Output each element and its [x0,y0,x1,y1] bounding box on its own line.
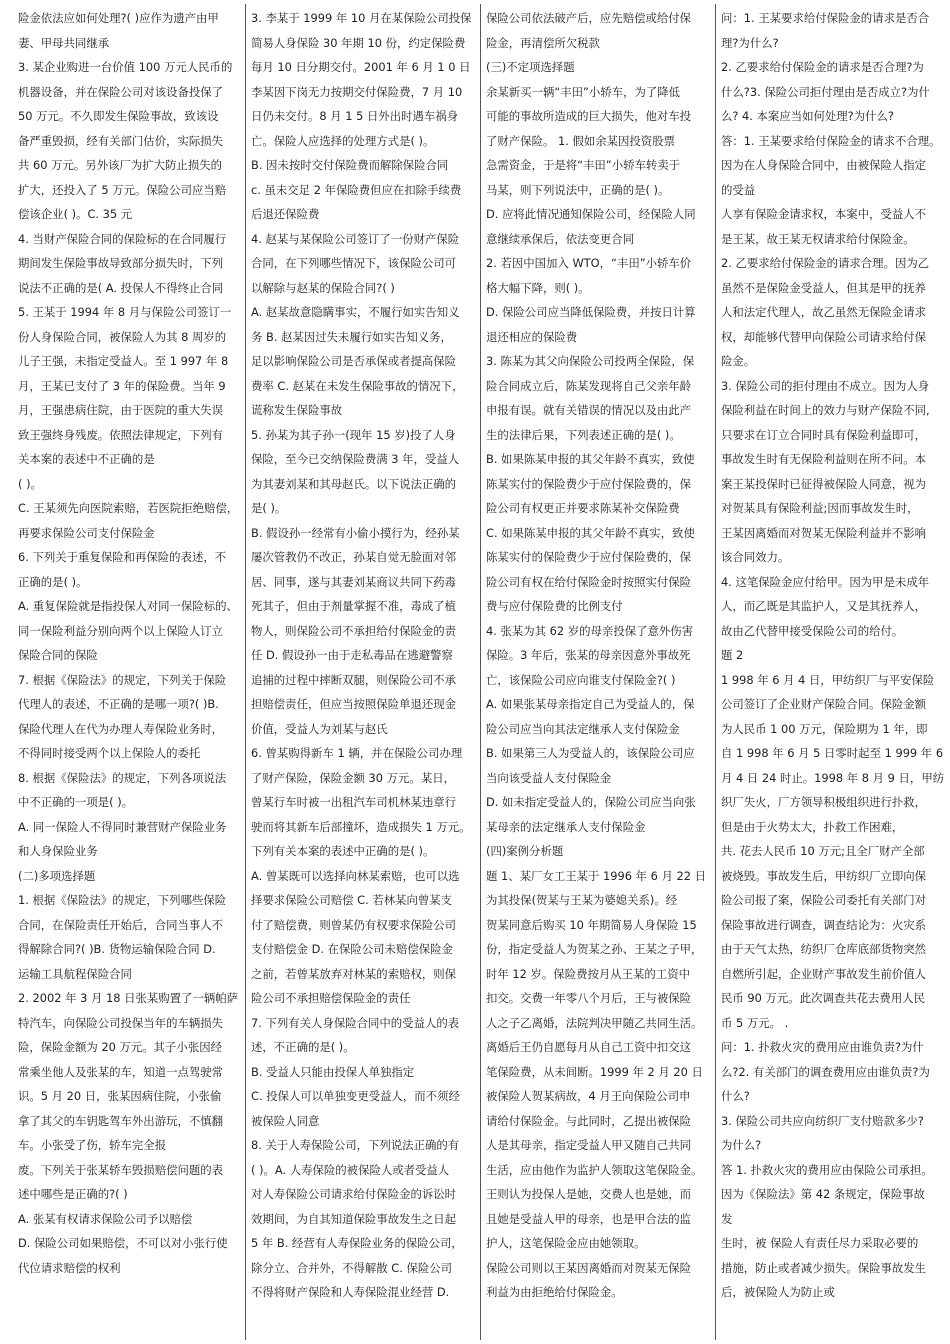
text-line: 日仍未交付。8 月 1 5 日外出时遇车祸身 [251,109,459,123]
text-line: 险金。 [721,354,756,368]
text-line: 险，保险金额为 20 万元。其子小张因经 [18,1040,222,1054]
text-line: 保险代理人在代为办理人寿保险业务时， [18,721,224,736]
text-line: 亡。保险人应选择的处理方式是( )。 [251,133,435,148]
text-line: 儿子王强，未指定受益人。至 1 997 年 8 [18,354,229,368]
text-line: 4. 这笔保险金应付给甲。因为甲是未成年 [721,574,930,589]
text-line: 王则认为投保人是她，交费人也是她，而 [486,1187,692,1201]
text-line: 和人身保险业务 [18,844,98,858]
text-line: 因为在人身保险合同中，由被保险人指定 [721,158,927,172]
text-line: B. 如果陈某申报的其父年龄不真实，致使 [486,452,695,466]
text-line: 陈某实付的保险费少于应付保险费的，保 [486,550,692,564]
text-line: 为人民币 1 00 万元，保险期为 1 年，即 [721,721,928,736]
text-line: 特汽车，向保险公司投保当年的车辆损失 [18,1015,224,1030]
text-line: 偿该企业( )。C. 35 元 [18,207,133,221]
text-line: 月 4 日 24 时止。1998 年 8 月 9 日，甲纺 [721,770,945,785]
text-line: 什么?3. 保险公司拒付理由是否成立?为什 [721,84,930,99]
text-line: 曾某行车时被一出租汽车司机林某违章行 [251,795,457,809]
text-line: 由于天气太热，纺织厂仓库底部货物突然 [721,942,927,956]
text-line: A. 曾某既可以选择向林某索赔，也可以选 [251,868,460,883]
text-line: D. 如未指定受益人的，保险公司应当向张 [486,795,696,809]
text-line: 险公司报了案，保险公司委托有关部门对 [721,893,927,907]
text-line: 险公司有权在给付保险金时按照实付保险 [486,574,692,589]
column-divider [715,4,716,1340]
text-line: 答 1. 扑救火灾的费用应由保险公司承担。 [721,1162,933,1177]
text-line: 拿了其父的车钥匙驾车外出游玩，不慎翻 [18,1113,224,1128]
text-line: 费率 C. 赵某在未发生保险事故的情况下， [251,378,464,393]
text-line: A. 重复保险就是指投保人对同一保险标的、 [18,599,238,613]
text-line: 除分立、合并外，不得解散 C. 保险公司 [251,1260,453,1275]
text-line: 担赔偿责任，但应当按照保险单退还现金 [251,697,457,711]
text-line: (四)案例分析题 [486,844,564,858]
text-line: 被保险人同意 [251,1113,320,1128]
text-line: A. 如果张某母亲指定自己为受益人的，保 [486,697,695,711]
text-line: 人，而乙既是其监护人，又是其抚养人， [721,599,927,613]
text-line: 为其妻刘某和其母赵氏。以下说法正确的 [251,476,457,491]
text-column-2 [251,6,477,1338]
text-line: 追捕的过程中摔断双腿，则保险公司不承 [251,672,457,687]
text-line: 的受益 [721,182,756,197]
text-line: 3. 保险公司共应向纺织厂支付赔款多少? [721,1113,924,1128]
text-line: 4. 张某为其 62 岁的母亲投保了意外伤害 [486,623,694,638]
text-line: 对人寿保险公司请求给付保险金的诉讼时 [251,1187,457,1201]
text-line: 保险利益在时间上的效力与财产保险不同, [721,403,930,417]
text-line: B. 因未按时交付保险费而解除保险合同 [251,158,449,172]
text-line: 保险。3 年后，张某的母亲因意外事故死 [486,648,691,662]
text-line: 公司签订了企业财产保险合同。保险金额 [721,697,927,711]
text-line: 且她是受益人甲的母亲，也是甲合法的监 [486,1211,692,1226]
text-line: 时年 12 岁。保险费按月从王某的工资中 [486,966,690,981]
text-line: (三)不定项选择题 [486,60,575,74]
text-line: 某母亲的法定继承人支付保险金 [486,819,646,834]
text-line: 每月 10 日分期交付。2001 年 6 月 1 0 日 [251,60,471,74]
text-line: 了财产保险，保险金额 30 万元。某日， [251,770,455,785]
text-line: 退还相应的保险费 [486,329,578,344]
text-line: 余某新买一辆“丰田”小轿车，为了降低 [486,84,681,99]
text-line: 关本案的表述中不正确的是 [18,452,155,466]
text-line: 人之子乙离婚，法院判决甲随乙共同生活。 [486,1015,703,1030]
text-line: 份人身保险合同，被保险人为其 8 周岁的 [18,329,227,344]
text-line: B. 假设孙一经常有小偷小摸行为，经孙某 [251,525,460,540]
text-line: 后退还保险费 [251,207,320,221]
text-line: 3. 保险公司的拒付理由不成立。因为人身 [721,378,930,393]
text-line: 月，王某已支付了 3 年的保险费。当年 9 [18,378,226,393]
text-line: 险公司有权更正并要求陈某补交保险费 [486,501,680,515]
text-line: 再要求保险公司支付保险金 [18,525,155,540]
text-line: 问：1. 王某要求给付保险金的请求是否合 [721,11,930,25]
text-line: 可能的事故所造成的巨大损失，他对车投 [486,109,692,123]
text-line: 废。下列关于张某轿车毁损赔偿问题的表 [18,1162,224,1177]
text-line: 2. 若因中国加入 WTO，“丰田”小轿车价 [486,256,692,270]
text-line: 4. 当财产保险合同的保险标的在合同履行 [18,231,227,246]
text-line: 识。5 月 20 日，张某因病住院，小张偷 [18,1089,222,1103]
text-line: 不得将财产保险和人寿保险混业经营 D. [251,1285,450,1299]
text-line: 7. 下列有关人身保险合同中的受益人的表 [251,1015,460,1030]
text-line: 致王强终身残废。依照法律规定，下列有 [18,427,224,442]
text-line: 合同，在保险责任开始后，合同当事人不 [18,917,224,932]
text-line: 自燃所引起，企业财产事故发生前价值人 [721,966,927,981]
text-line: 效期间，为自其知道保险事故发生之日起 [251,1211,457,1226]
text-line: 1 998 年 6 月 4 日，甲纺织厂与平安保险 [721,672,935,687]
text-line: D. 保险公司如果赔偿，不可以对小张行使 [18,1236,228,1250]
text-line: 是( )。 [251,501,287,515]
text-line: 问：1. 扑救火灾的费用应由谁负责?为什 [721,1040,924,1054]
text-line: 共 60 万元。另外该厂为扩大防止损失的 [18,158,222,172]
column-divider [480,4,481,1340]
text-line: D. 保险公司应当降低保险费，并按日计算 [486,305,696,319]
text-line: 但是由于火势太大，扑救工作困难， [721,819,904,834]
text-line: 险公司不承担赔偿保险金的责任 [251,991,411,1005]
text-line: 共. 花去人民币 10 万元;且全厂财产全部 [721,844,925,858]
text-line: 么? 4. 本案应当如何处理?为什么? [721,109,894,123]
text-line: 谎称发生保险事故 [251,403,343,417]
text-line: 因为《保险法》第 42 条规定，保险事故 [721,1187,925,1201]
text-column-3 [486,6,712,1338]
text-line: 事故发生时有无保险利益则在所不问。本 [721,452,927,466]
text-line: 扩大，还投入了 5 万元。保险公司应当赔 [18,182,227,197]
text-line: 车。小张受了伤，轿车完全报 [18,1138,167,1152]
text-line: 月，王强患病住院，由于医院的重大失误 [18,403,224,417]
text-line: 妻、甲母共同继承 [18,35,110,50]
text-line: 7. 根据《保险法》的规定，下列关于保险 [18,672,227,687]
text-line: 自 1 998 年 6 月 5 日零时起至 1 999 年 6 [721,746,944,760]
text-line: 扣交。交费一年零八个月后，王与被保险 [486,991,692,1005]
text-line: 答：1. 王某要求给付保险金的请求不合理。 [721,133,941,148]
text-line: 5 年 B. 经营有人寿保险业务的保险公司， [251,1236,463,1250]
text-line: 后，被保险人为防止或 [721,1285,835,1299]
text-line: 以解除与赵某的保险合同?( ) [251,280,395,295]
text-line: 屡次管教仍不改正，孙某自觉无脸面对邻 [251,550,457,564]
column-divider [245,4,246,1340]
text-line: 王某因离婚而对贺某无保险利益并不影响 [721,525,927,540]
text-line: A. 同一保险人不得同时兼营财产保险业务 [18,819,227,834]
text-line: 被保险人贺某病故，4 月王向保险公司申 [486,1089,691,1103]
text-line: 人享有保险金请求权，本案中，受益人不 [721,207,927,221]
text-line: 贺某同意后购买 10 年期简易人身保险 15 [486,917,697,932]
text-line: c. 虽未交足 2 年保险费但应在扣除手续费 [251,182,462,197]
text-line: 运输工具航程保险合同 [18,966,132,981]
text-line: 当向该受益人支付保险金 [486,770,612,785]
text-line: A. 张某有权请求保险公司予以赔偿 [18,1211,193,1226]
text-line: ( )。 [18,476,42,491]
text-line: 请给付保险金。与此同时，乙提出被保险 [486,1113,692,1128]
text-line: 申报有误。就有关错误的情况以及由此产 [486,403,692,417]
text-line: 不得同时接受两个以上保险人的委托 [18,746,201,760]
text-line: 下列有关本案的表述中正确的是( )。 [251,844,435,858]
text-line: 币 5 万元。 . [721,1015,789,1030]
text-line: 发 [721,1211,733,1226]
text-line: 陈某实付的保险费少于应付保险费的，保 [486,476,692,491]
text-line: 死其子，但由于剂量掌握不准，毒成了植 [251,599,457,613]
text-line: 为其投保(贺某与王某为婆媳关系)。经 [486,893,678,907]
text-line: 付了赔偿费，则曾某仍有权要求保险公司 [251,917,457,932]
text-line: 措施，防止或者减少损失。保险事故发生 [721,1260,927,1275]
text-line: 险合同成立后，陈某发现将自己父亲年龄 [486,378,692,393]
text-line: 只要求在订立合同时具有保险利益即可， [721,427,927,442]
text-line: 之前，若曾某放弃对林某的索赔权，则保 [251,966,457,981]
text-line: 价值，受益人为刘某与赵氏 [251,721,388,736]
text-line: D. 应将此情况通知保险公司，经保险人同 [486,207,696,221]
text-line: 题 2 [721,648,744,662]
text-line: 笔保险费，从未间断。1999 年 2 月 20 日 [486,1064,703,1079]
text-line: 对贺某具有保险利益;因而事故发生时， [721,501,919,515]
text-line: 保险事故进行调查，调查结论为：火灾系 [721,917,927,932]
text-line: 物人，则保险公司不承担给付保险金的责 [251,623,457,638]
text-line: 8. 关于人寿保险公司，下列说法正确的有 [251,1138,460,1152]
text-line: 2. 乙要求给付保险金的请求是否合理?为 [721,60,924,74]
text-line: 6. 下列关于重复保险和再保险的表述，不 [18,550,227,564]
text-line: 人和法定代理人，故乙虽然无保险金请求 [721,305,927,319]
text-line: (二)多项选择题 [18,868,96,883]
text-line: 3. 某企业购进一台价值 100 万元人民币的 [18,60,233,74]
text-line: 题 1、某厂女工王某于 1996 年 6 月 22 日 [486,868,707,883]
text-line: 虽然不是保险金受益人，但其是甲的抚养 [721,280,927,295]
text-line: 说法不正确的是( A. 投保人不得终止合同 [18,280,224,295]
text-line: 民币 90 万元。此次调查共花去费用人民 [721,991,925,1005]
text-line: 险金，再清偿所欠税款 [486,35,600,50]
text-line: 3. 李某于 1999 年 10 月在某保险公司投保 [251,11,472,25]
text-line: 支付赔偿金 D. 在保险公司未赔偿保险金 [251,942,453,956]
text-line: 述中哪些是正确的?( ) [18,1187,128,1201]
text-line: C. 王某须先向医院索赔，若医院拒绝赔偿， [18,501,239,515]
text-line: 保险公司则以王某因离婚而对贺某无保险 [486,1260,692,1275]
text-line: 格大幅下降，则( )。 [486,280,590,295]
text-line: 生时，被 保险人有责任尽力采取必要的 [721,1236,919,1250]
text-line: 该合同效力。 [721,550,790,564]
text-line: 择要求保险公司赔偿 C. 若林某向曾某支 [251,893,453,907]
text-line: A. 赵某故意隐瞒事实，不履行如实告知义 [251,305,460,319]
text-line: 得解除合同?( )B. 货物运输保险合同 D. [18,942,216,956]
text-line: 居、同事，遂与其妻刘某商议共同下药毒 [251,574,457,589]
text-line: 护人，这笔保险金应由她领取。 [486,1236,646,1250]
text-line: 亡，该保险公司应向谁支付保险金?( ) [486,672,676,687]
text-line: 什么? [721,1089,750,1103]
text-column-1 [18,6,242,1338]
text-line: 权，却能够代替甲向保险公司请求给付保 [721,329,927,344]
text-line: 6. 曾某购得新车 1 辆，并在保险公司办理 [251,746,463,760]
text-line: 正确的是( )。 [18,574,88,589]
text-line: 意继续承保后，依法变更合同 [486,231,635,246]
text-line: 保险合同的保险 [18,648,98,662]
text-line: 备严重毁损，经有关部门估价，实际损失 [18,133,224,148]
text-line: 简易人身保险 30 年期 10 份，约定保险费 [251,35,466,50]
text-line: B. 受益人只能由投保人单独指定 [251,1064,415,1079]
text-line: 中不正确的一项是( )。 [18,795,134,809]
text-line: 1. 根据《保险法》的规定，下列哪些保险 [18,893,227,907]
text-line: 人是其母亲，指定受益人甲又随自己共同 [486,1138,692,1152]
text-line: C. 如果陈某申报的其父年龄不真实，致使 [486,525,695,540]
text-line: 5. 王某于 1994 年 8 月与保险公司签订一 [18,305,232,319]
text-line: 费与应付保险费的比例支付 [486,599,623,613]
text-line: 生的法律后果，下列表述正确的是( )。 [486,427,681,442]
text-line: 马某，则下列说法中，正确的是( )。 [486,182,670,197]
text-line: 了财产保险。 1. 假如余某因投资股票 [486,133,675,148]
text-line: 理?为什么? [721,35,779,50]
text-line: ( )。A. 人寿保险的被保险人或者受益人 [251,1162,450,1177]
text-line: 是王某，故王某无权请求给付保险金。 [721,231,915,246]
text-line: 份，指定受益人为贺某之孙、王某之子甲， [486,942,703,956]
text-line: 么?2. 有关部门的调查费用应由谁负责?为 [721,1064,930,1079]
text-line: 被烧毁。事故发生后，甲纺织厂立即向保 [721,868,927,883]
text-line: 利益为由拒绝给付保险金。 [486,1285,623,1299]
text-line: 为什么? [721,1138,762,1152]
text-line: C. 投保人可以单独变更受益人，而不须经 [251,1089,460,1103]
text-line: 险金依法应如何处理?( )应作为遗产由甲 [18,11,219,25]
text-line: 2. 乙要求给付保险金的请求合理。因为乙 [721,256,930,270]
text-line: 3. 陈某为其父向保险公司投两全保险，保 [486,354,695,368]
text-line: 代理人的表述，不正确的是哪一项?( )B. [18,697,219,711]
text-line: 期间发生保险事故导致部分损失时，下列 [18,256,224,270]
text-line: 常乘坐他人及张某的车，知道一点驾驶常 [18,1064,224,1079]
text-line: 驶而将其新车后部撞坏，造成损失 1 万元。 [251,819,471,834]
text-line: 保险公司依法破产后，应先赔偿或给付保 [486,11,692,25]
text-line: 保险，至今已交纳保险费满 3 年，受益人 [251,452,460,466]
text-line: B. 如果第三人为受益人的，该保险公司应 [486,746,695,760]
text-line: 案王某投保时已征得被保险人同意，视为 [721,476,927,491]
text-line: 4. 赵某与某保险公司签订了一份财产保险 [251,231,460,246]
text-line: 2. 2002 年 3 月 18 日张某购置了一辆帕萨 [18,991,239,1005]
text-line: 李某因下岗无力按期交付保险费，7 月 10 [251,84,463,99]
text-line: 务 B. 赵某因过失未履行如实告知义务， [251,329,452,344]
text-line: 生活，应由他作为监护人领取这笔保险金。 [486,1162,703,1177]
text-line: 织厂失火，厂方领导积极组织进行扑救， [721,795,927,809]
text-line: 故由乙代替甲接受保险公司的给付。 [721,623,904,638]
text-line: 任 D. 假设孙一由于走私毒品在逃避警察 [251,648,453,662]
text-line: 5. 孙某为其子孙一(现年 15 岁)投了人身 [251,427,456,442]
text-line: 代位请求赔偿的权利 [18,1260,121,1275]
text-line: 足以影响保险公司是否承保或者提高保险 [251,354,457,368]
text-line: 8. 根据《保险法》的规定，下列各项说法 [18,770,227,785]
text-line: 险公司应当向其法定继承人支付保险金 [486,721,680,736]
text-line: 同一保险利益分别向两个以上保险人订立 [18,623,224,638]
text-column-4 [721,6,947,1338]
text-line: 合同，在下列哪些情况下，该保险公司可 [251,256,457,270]
text-line: 机器设备，并在保险公司对该设备投保了 [18,84,224,99]
text-line: 离婚后王仍自愿每月从自己工资中扣交这 [486,1040,692,1054]
text-line: 50 万元。不久即发生保险事故，致该设 [18,109,219,123]
text-line: 述，不正确的是( )。 [251,1040,355,1054]
text-line: 急需资金，于是将“丰田”小轿车转卖于 [486,158,681,172]
